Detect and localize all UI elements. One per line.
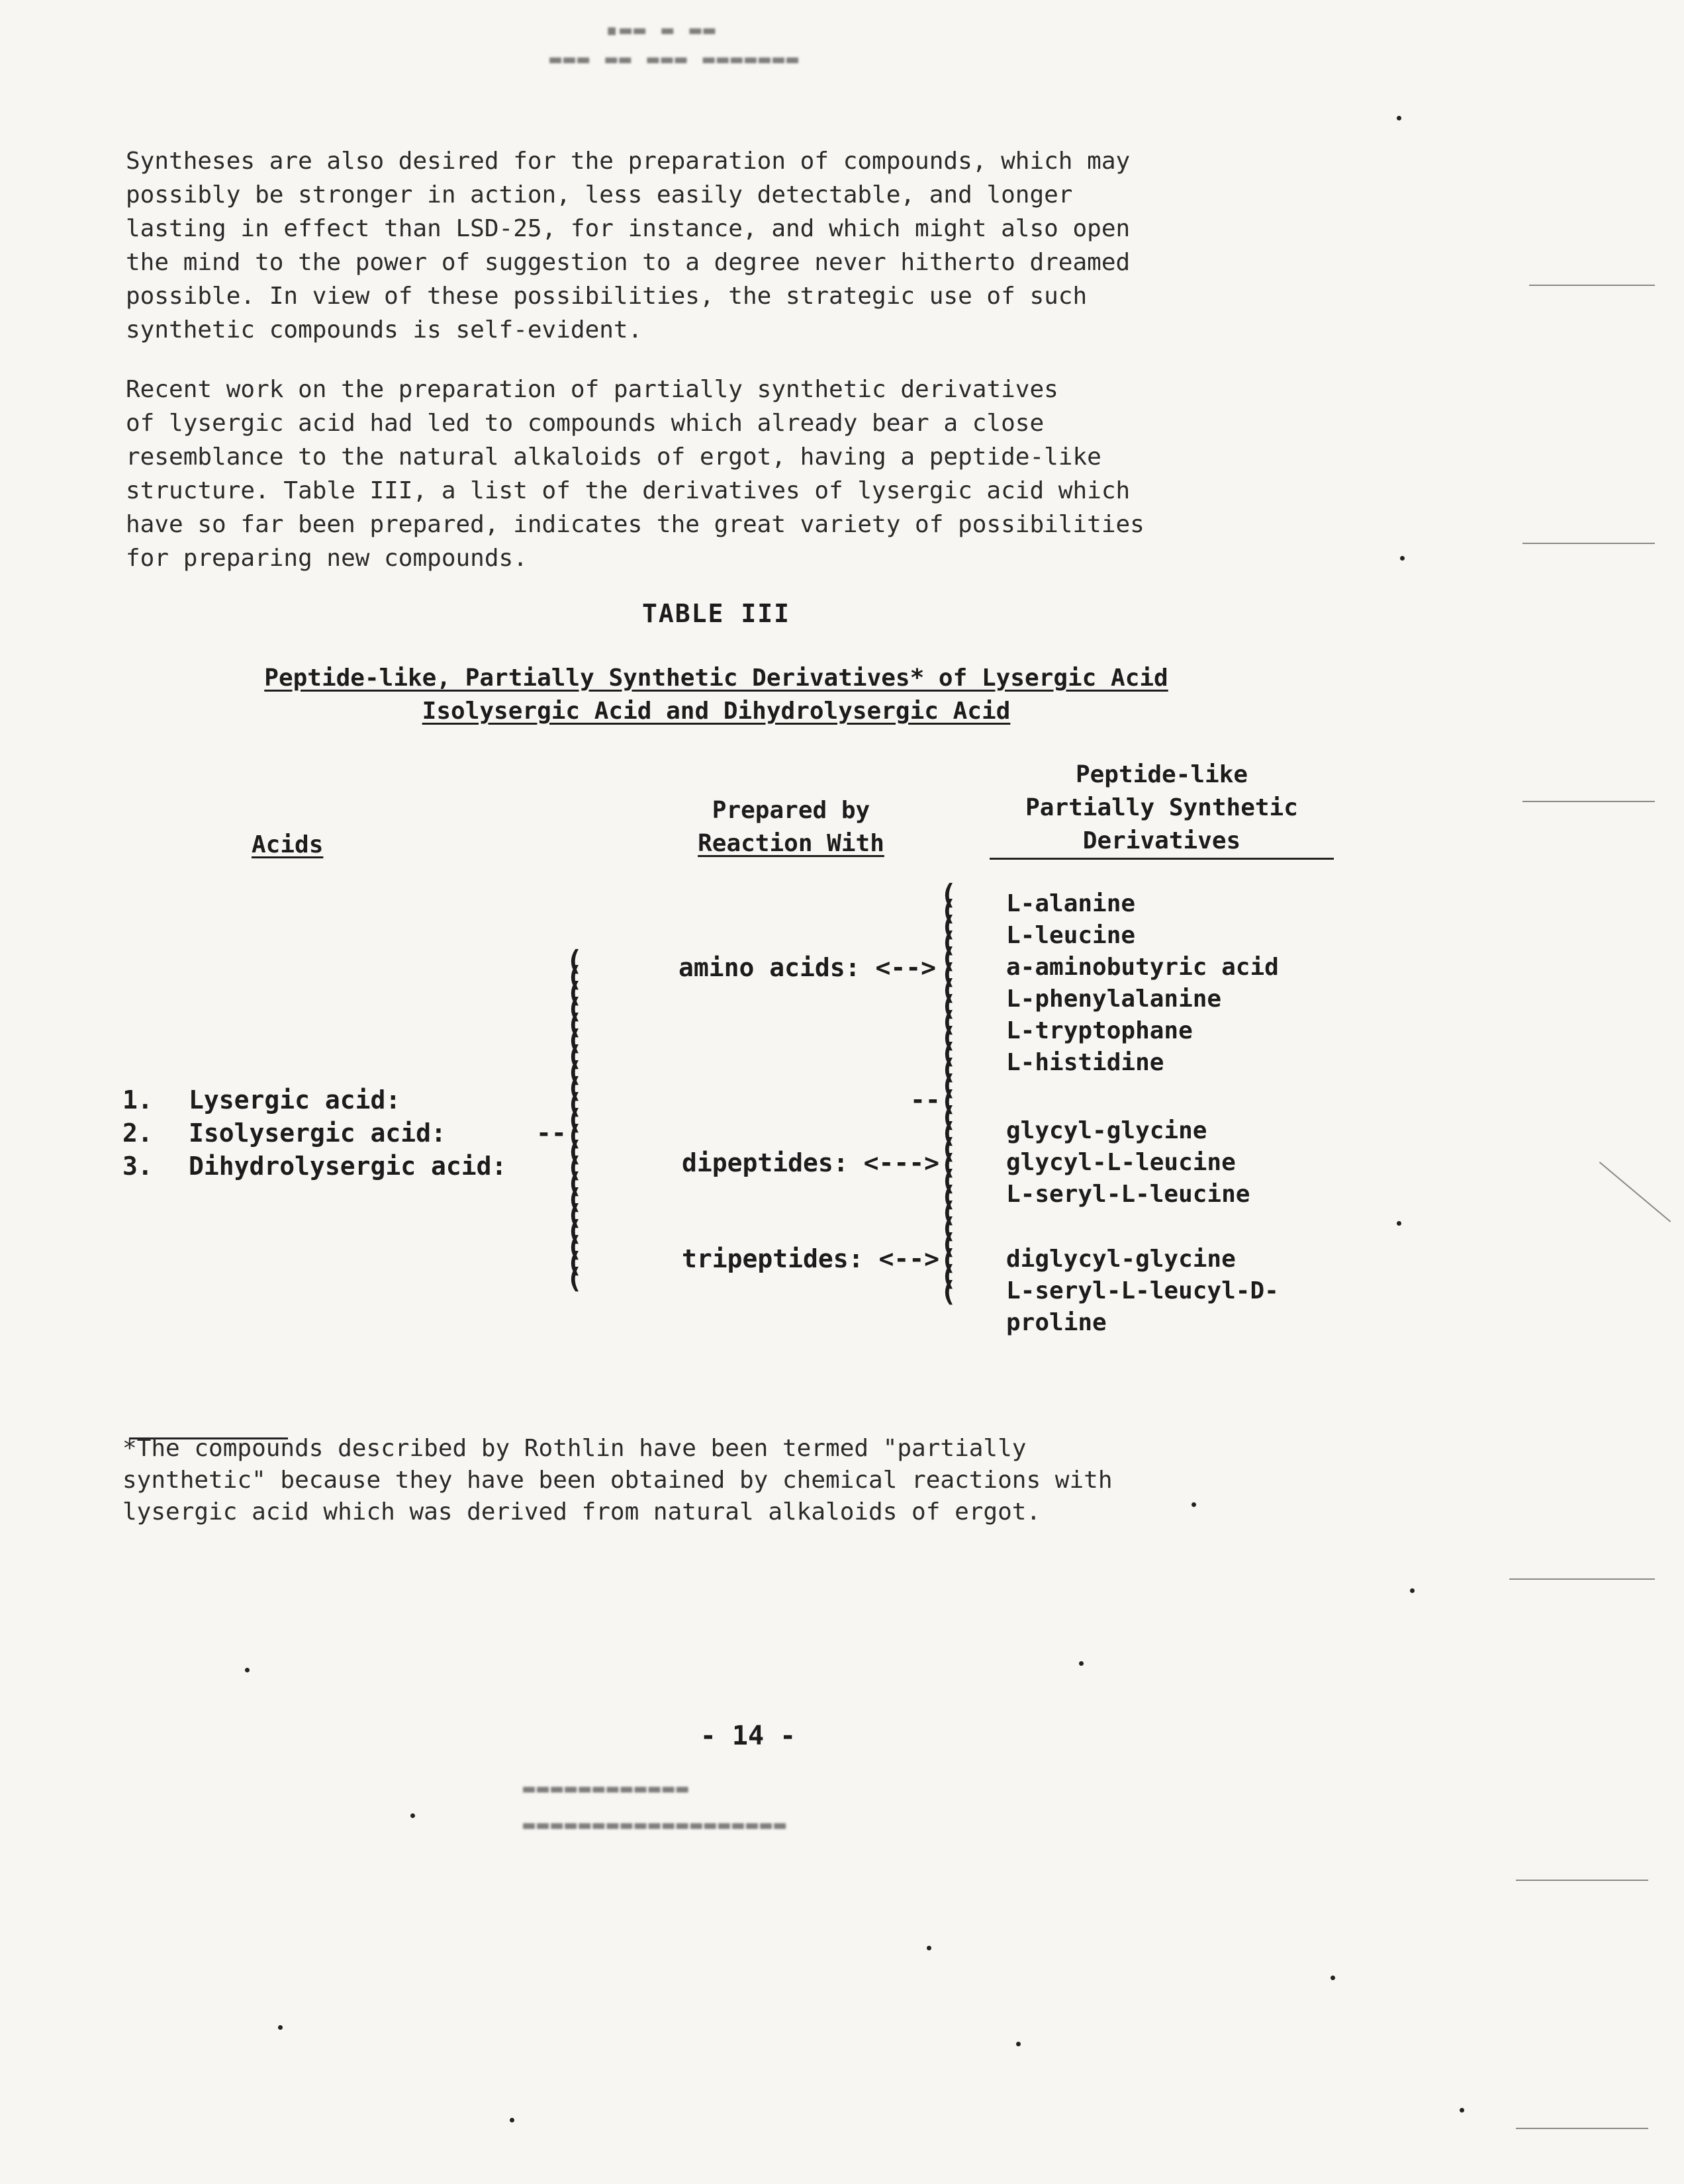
scan-speck [278,2025,283,2030]
derivative-item: L-seryl-L-leucine [1006,1181,1250,1208]
derivative-item: L-tryptophane [1006,1017,1193,1044]
table-subtitle-line2: Isolysergic Acid and Dihydrolysergic Acid [422,698,1011,725]
derivative-item: glycyl-glycine [1006,1117,1207,1144]
connector-dashes: -- [536,1118,567,1148]
edge-mark [1516,1880,1648,1881]
column-header-acids: Acids [252,831,324,858]
edge-mark [1522,543,1655,544]
right-bracket: ( ( ( ( ( ( ( ( ( ( ( ( ( ( ( ( ( ( ( ( ( ( ( ( ( ( [940,878,957,1308]
scan-speck [1460,2108,1464,2113]
acid-row [122,1085,400,1115]
derivative-item: a-aminobutyric acid [1006,954,1279,981]
footer-smudge: ▬▬▬▬▬▬▬▬▬▬▬▬ [523,1777,690,1800]
edge-mark [1599,1161,1671,1222]
scan-speck [510,2118,514,2122]
column-header-prepared [669,794,913,860]
reagent-amino-acids [678,953,936,982]
derivative-item: proline [1006,1309,1107,1336]
derivative-item: L-histidine [1006,1049,1164,1076]
acid-name: Isolysergic acid: [189,1118,446,1148]
header-smudge: ▬▬▬ ▬▬ ▬▬▬ ▬▬▬▬▬▬▬ [549,48,801,71]
edge-mark [1509,1578,1655,1580]
table-subtitle-line1: Peptide-like, Partially Synthetic Derivatives* of Lysergic Acid [264,664,1168,692]
scan-speck [1016,2042,1021,2046]
footer-smudge: ▬▬▬▬▬▬▬▬▬▬▬▬▬▬▬▬▬▬▬ [523,1813,788,1837]
edge-mark [1522,801,1655,802]
column-header-derivatives [990,758,1334,858]
column-header-prepared-line2: Reaction With [698,830,884,857]
reagent-tripeptides [682,1244,939,1273]
acid-row [122,1152,506,1181]
acid-name: Dihydrolysergic acid: [189,1152,507,1181]
derivative-item: L-phenylalanine [1006,985,1222,1013]
column-header-derivatives-line1: Peptide-like [1075,761,1248,788]
derivative-item: glycyl-L-leucine [1006,1149,1236,1176]
acid-number: 2. [122,1118,153,1148]
derivative-item: L-alanine [1006,890,1136,917]
acid-number: 3. [122,1152,153,1181]
acid-number: 1. [122,1085,153,1115]
scan-speck [410,1813,415,1818]
column-header-derivatives-line3: Derivatives [1082,827,1241,854]
scan-speck [1397,1221,1401,1226]
edge-mark [1516,2128,1648,2129]
page-number: - 14 - [700,1721,796,1751]
header-smudge: ▪▬▬ ▬ ▬▬ [606,19,718,42]
scan-speck [927,1946,931,1950]
paragraph-1: Syntheses are also desired for the preparation of compounds, which may possibly be stronger in action, less easily detectable, and longer lasting in effect than LSD-25, for instance, and which might also open the mind to the power of suggestion to a degree never hitherto dreamed possible. In view of these possibilities, the strategic use of such synthetic compounds is self-evident. [126,148,1131,343]
connector-dashes: -- [910,1085,941,1115]
left-bracket: ( ( ( ( ( ( ( ( ( ( ( ( ( ( ( ( ( ( ( ( ( [566,944,583,1295]
acid-name: Lysergic acid: [189,1085,401,1115]
reagent-label: tripeptides: [682,1244,864,1273]
derivative-item: L-seryl-L-leucyl-D- [1006,1277,1279,1304]
column-header-prepared-line1: Prepared by [712,797,870,824]
double-arrow-icon: <---> [863,1148,939,1177]
double-arrow-icon: <--> [878,1244,939,1273]
paragraph-2: Recent work on the preparation of partially synthetic derivatives of lysergic acid had led to compounds which already bear a close resemblance to the natural alkaloids of ergot, having a peptide-like structure. Table III, a list of the derivatives of lysergic acid which have so far been prepared, indicates the great variety of possibilities for preparing new compounds. [126,376,1145,572]
footnote: *The compounds described by Rothlin have been termed "partially synthetic" because they have been obtained by chemical reactions with lysergic acid which was derived from natural alkaloids of ergot. [122,1435,1113,1525]
derivative-item: L-leucine [1006,922,1136,949]
scan-speck [1079,1661,1084,1666]
double-arrow-icon: <--> [875,953,936,982]
scan-speck [1397,116,1401,120]
scan-speck [245,1668,250,1672]
reagent-label: amino acids: [678,953,861,982]
derivatives-header-rule [990,858,1334,860]
scan-speck [1331,1976,1335,1980]
scan-speck [1410,1588,1415,1593]
edge-mark [1529,285,1655,286]
scan-speck [1192,1502,1196,1507]
derivative-item: diglycyl-glycine [1006,1246,1236,1273]
column-header-derivatives-line2: Partially Synthetic [1025,794,1298,821]
table-label: TABLE III [642,599,790,628]
scan-speck [1400,556,1405,561]
acid-row [122,1118,446,1148]
reagent-dipeptides [682,1148,939,1177]
reagent-label: dipeptides: [682,1148,849,1177]
